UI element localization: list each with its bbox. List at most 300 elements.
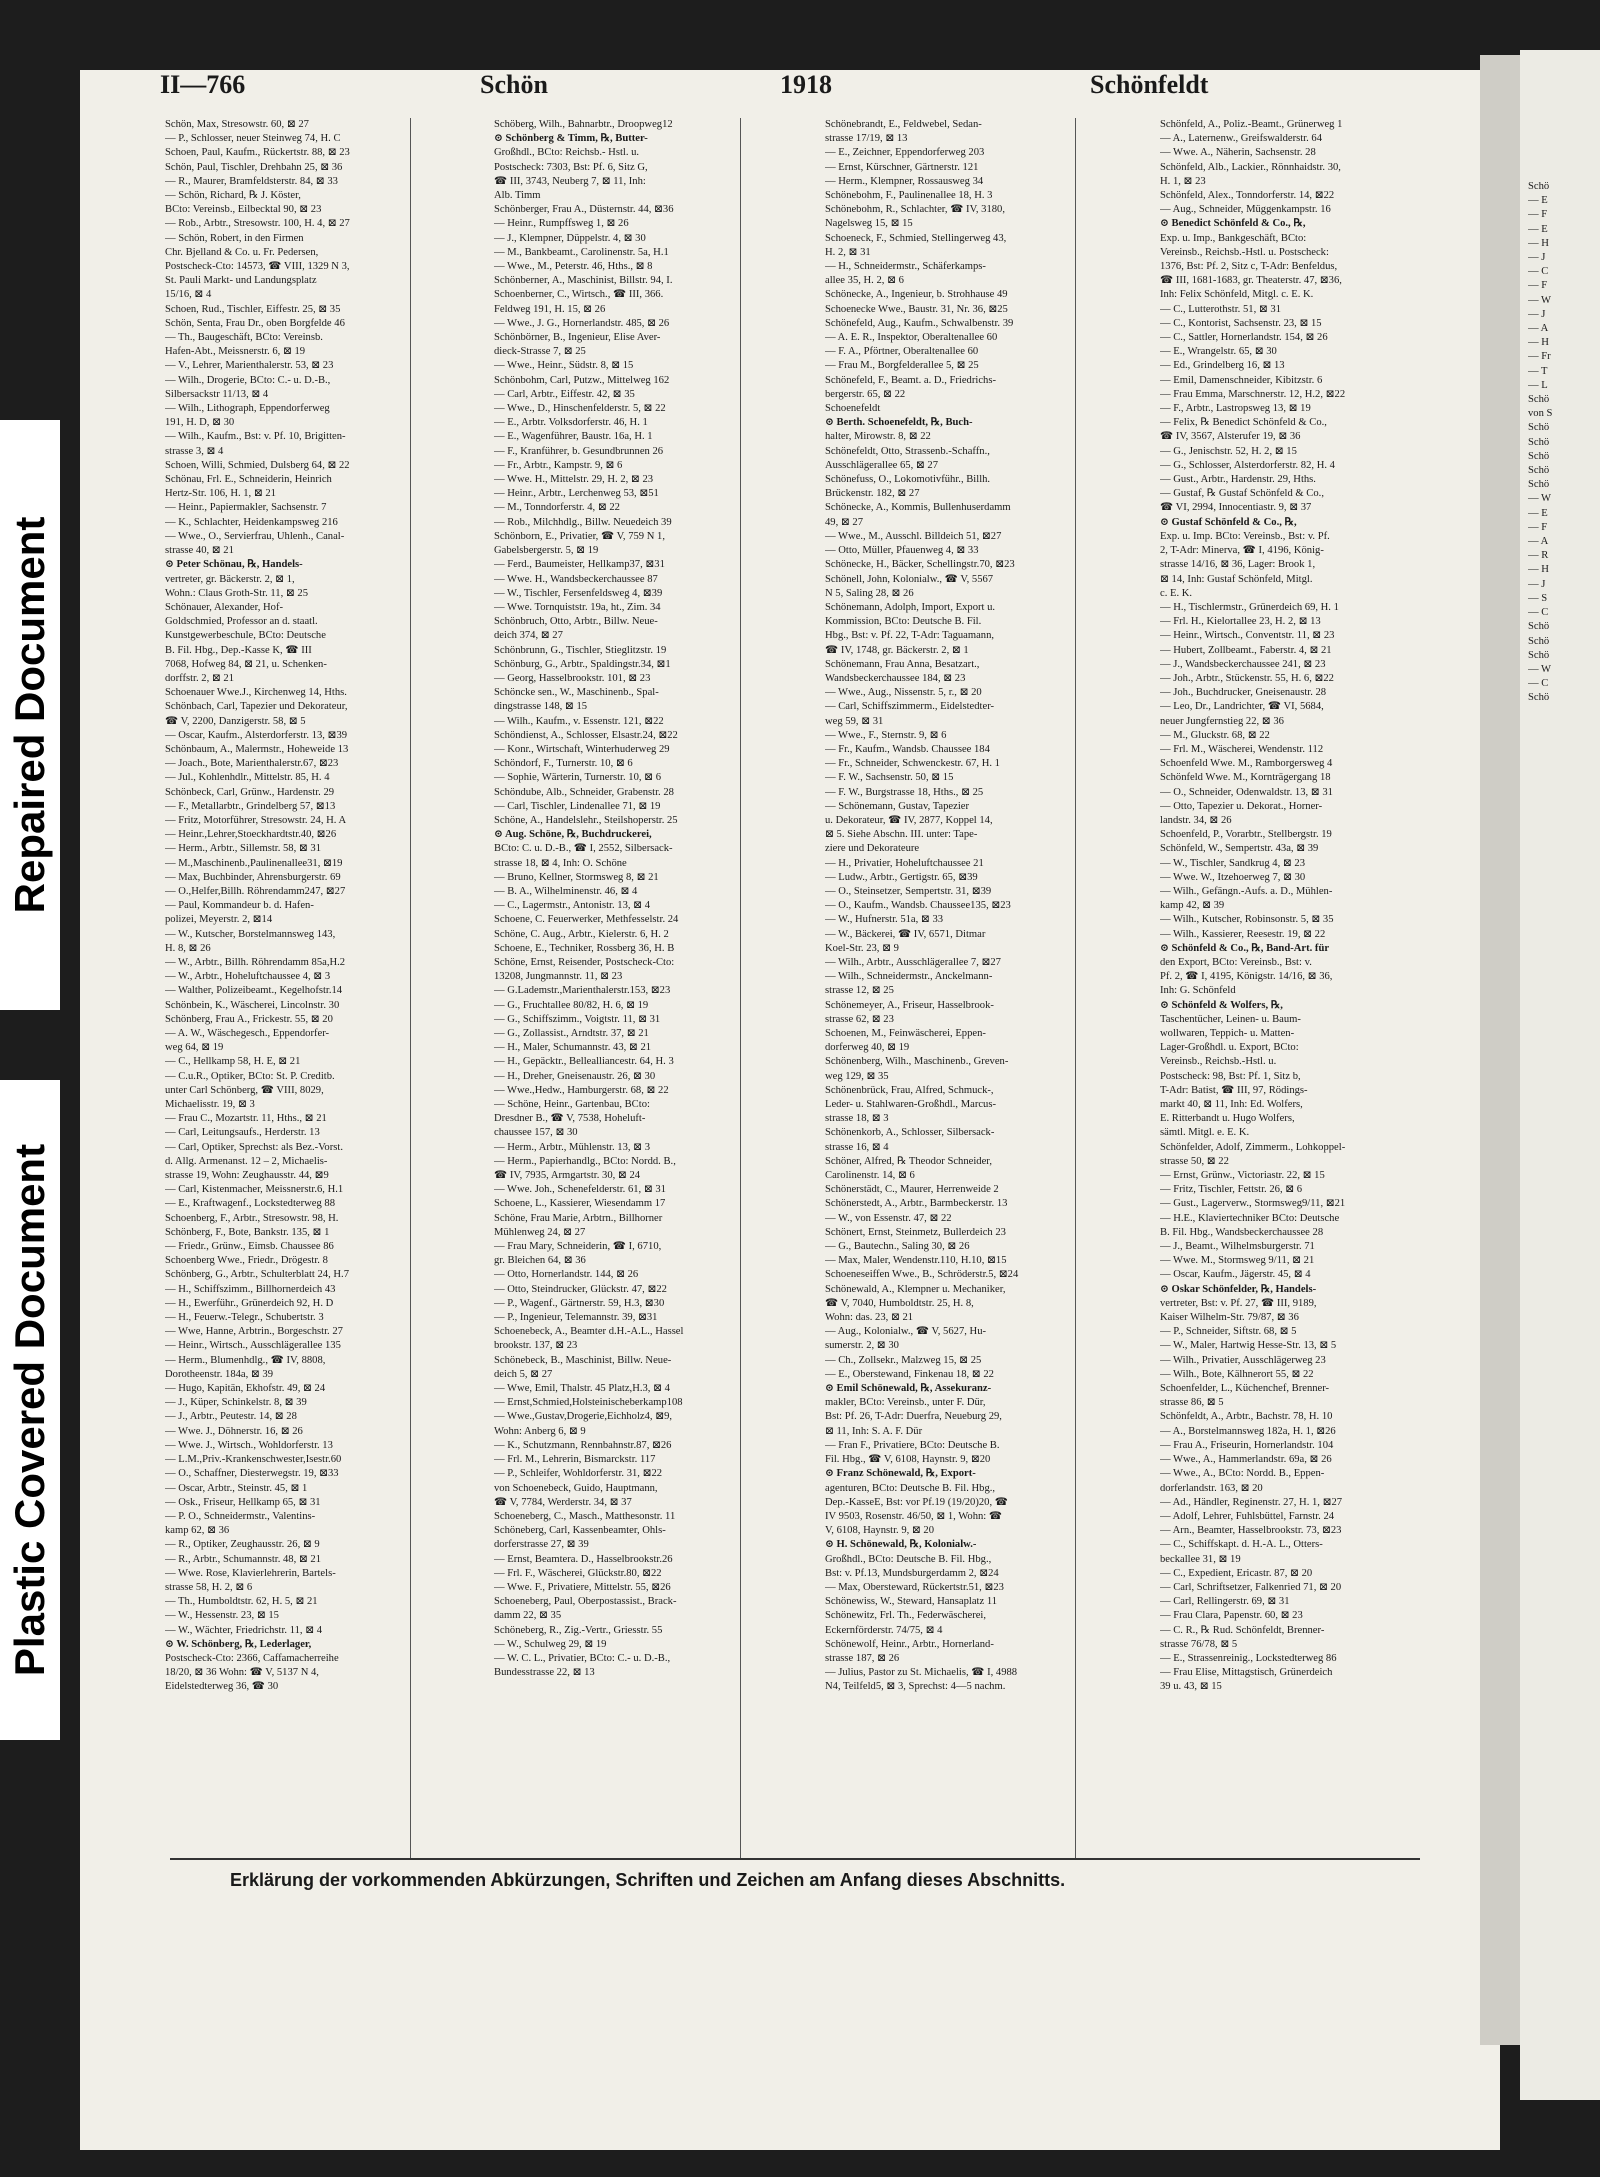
directory-entry: ⊙ Gustaf Schönfeld & Co., ℞, [1160,516,1297,528]
adjacent-page-line: — R [1528,550,1549,562]
directory-entry: strasse 62, ⊠ 23 [825,1013,894,1025]
directory-entry: — J., Beamt., Wilhelmsburgerstr. 71 [1160,1241,1315,1253]
directory-entry: — Wwe. M., Stormsweg 9/11, ⊠ 21 [1160,1255,1315,1267]
directory-entry: Vereinsb., Reichsb.-Hstl. u. [1160,1056,1277,1068]
directory-entry: Wohn: Anberg 6, ⊠ 9 [494,1425,586,1437]
directory-entry: 13208, Jungmannstr. 11, ⊠ 23 [494,971,623,983]
directory-entry: — Aug., Kolonialw., ☎ V, 5627, Hu- [825,1326,987,1338]
directory-entry: Brückenstr. 182, ⊠ 27 [825,488,920,500]
directory-entry: Schönbeck, Carl, Grünw., Hardenstr. 29 [165,786,335,798]
directory-entry: — Schön, Robert, in den Firmen [165,232,304,244]
directory-entry: Schönfeld, Alb., Lackier., Rönnhaidstr. 30, [1160,161,1341,173]
directory-entry: — Wwe., A., Hammerlandstr. 69a, ⊠ 26 [1160,1454,1332,1466]
directory-entry: c. E. K. [1160,587,1193,599]
directory-entry: Schoenberg, F., Arbtr., Stresowstr. 98, H. [165,1212,339,1224]
column-1 [165,118,483,1858]
directory-entry: Schönefeldt, Otto, Strassenb.-Schaffn., [825,445,990,457]
directory-entry: strasse 50, ⊠ 22 [1160,1155,1229,1167]
adjacent-page-line: — Fr [1528,351,1551,363]
directory-entry: — Ferd., Baumeister, Hellkamp37, ⊠31 [494,559,665,571]
directory-entry: — Wilh., Kassierer, Reesestr. 19, ⊠ 22 [1160,928,1326,940]
directory-entry: — Ludw., Arbtr., Gertigstr. 65, ⊠39 [825,871,978,883]
directory-entry: — R., Maurer, Bramfeldsterstr. 84, ⊠ 33 [165,175,338,187]
directory-entry: Schönfeld Wwe. M., Kornträgergang 18 [1160,772,1331,784]
directory-entry: ☎ V, 2200, Danzigerstr. 58, ⊠ 5 [165,715,306,727]
directory-entry: Schöne, Frau Marie, Arbtrn., Billhorner [494,1212,663,1224]
directory-entry: E. Ritterbandt u. Hugo Wolfers, [1160,1113,1295,1125]
directory-entry: — Osk., Friseur, Hellkamp 65, ⊠ 31 [165,1496,321,1508]
adjacent-page-line: Schö [1528,181,1550,192]
directory-entry: Exp. u. Imp., Bankgeschäft, BCto: [1160,232,1307,244]
directory-entry: — F. A., Pförtner, Oberaltenallee 60 [825,346,979,358]
directory-entry: ☎ IV, 7935, Armgartstr. 30, ⊠ 24 [494,1170,641,1182]
adjacent-page-line: — H [1528,337,1549,349]
directory-entry: u. Dekorateur, ☎ IV, 2877, Koppel 14, [825,814,993,826]
directory-entry: Schön, Paul, Tischler, Drehbahn 25, ⊠ 36 [165,161,343,173]
directory-entry: dingstrasse 148, ⊠ 15 [494,701,588,713]
directory-entry: — Wwe., M., Ausschl. Billdeich 51, ⊠27 [825,530,1002,542]
directory-entry: — A., Borstelmannsweg 182a, H. 1, ⊠26 [1160,1425,1336,1437]
directory-entry: Schoen, Rud., Tischler, Eiffestr. 25, ⊠ 35 [165,303,341,315]
directory-entry: beckallee 31, ⊠ 19 [1160,1553,1241,1565]
directory-entry: — C., Expedient, Ericastr. 87, ⊠ 20 [1160,1567,1313,1579]
directory-entry: allee 35, H. 2, ⊠ 6 [825,275,904,287]
directory-entry: — Rob., Arbtr., Stresowstr. 100, H. 4, ⊠ 27 [165,218,350,230]
directory-entry: — Fritz, Tischler, Fettstr. 26, ⊠ 6 [1160,1184,1303,1196]
directory-entry: Schönewiss, W., Steward, Hansaplatz 11 [825,1596,998,1608]
directory-entry: Postscheck-Cto: 14573, ☎ VIII, 1329 N 3, [165,261,350,273]
directory-entry: — P. O., Schneidermstr., Valentins- [165,1510,316,1522]
directory-entry: — Wwe. A., Näherin, Sachsenstr. 28 [1160,147,1316,159]
directory-entry: ⊙ Schönfeld & Co., ℞, Band-Art. für [1160,942,1330,954]
directory-entry: — H., Ewerführ., Grünerdeich 92, H. D [165,1297,334,1309]
directory-entry: strasse 40, ⊠ 21 [165,545,234,557]
directory-entry: — G., Schlosser, Alsterdorferstr. 82, H. 4 [1160,459,1335,471]
directory-entry: Schoeneck, F., Schmied, Stellingerweg 43, [825,232,1007,244]
directory-entry: — Wwe. Tornquiststr. 19a, ht., Zim. 34 [494,601,661,613]
adjacent-page-line: — E [1528,223,1548,235]
directory-entry: Kommission, BCto: Deutsche B. Fil. [825,616,982,628]
directory-entry: — Carl, Rellingerstr. 69, ⊠ 31 [1160,1596,1290,1608]
directory-entry: Fil. Hbg., ☎ V, 6108, Haynstr. 9, ⊠20 [825,1454,991,1466]
directory-entry: — J., Arbtr., Peutestr. 14, ⊠ 28 [165,1411,297,1423]
directory-entry: Postscheck-Cto: 2366, Caffamacherreihe [165,1652,339,1664]
directory-entry: Goldschmied, Professor an d. staatl. [165,616,318,628]
directory-entry: Schöberg, Wilh., Bahnarbtr., Droopweg12 [494,119,673,130]
directory-entry: — G.Lademstr.,Marienthalerstr.153, ⊠23 [494,985,671,997]
directory-entry: Schönbach, Carl, Tapezier und Dekorateur, [165,701,348,713]
directory-entry: ⊙ Schönfeld & Wolfers, ℞, [1160,999,1283,1011]
directory-entry: — Emil, Damenschneider, Kibitzstr. 6 [1160,374,1323,386]
directory-entry: — Oscar, Kaufm., Jägerstr. 45, ⊠ 4 [1160,1269,1311,1281]
directory-entry: — Wilh., Gefängn.-Aufs. a. D., Mühlen- [1160,885,1333,897]
directory-entry: 7068, Hofweg 84, ⊠ 21, u. Schenken- [165,658,327,670]
directory-entry: — Sophie, Wärterin, Turnerstr. 10, ⊠ 6 [494,772,661,784]
directory-entry: neuer Jungfernstieg 22, ⊠ 36 [1160,715,1284,727]
directory-entry: deich 5, ⊠ 27 [494,1368,553,1380]
directory-entry: Carolinenstr. 14, ⊠ 6 [825,1170,915,1182]
directory-entry: vertreter, Bst: v. Pf. 27, ☎ III, 9189, [1160,1297,1317,1309]
directory-entry: strasse 12, ⊠ 25 [825,985,894,997]
directory-entry: Schoenberg Wwe., Friedr., Drögestr. 8 [165,1255,328,1267]
directory-entry: — M.,Maschinenb.,Paulinenallee31, ⊠19 [165,857,343,869]
directory-entry: damm 22, ⊠ 35 [494,1610,562,1622]
adjacent-page-line: Schö [1528,436,1550,448]
directory-entry: — Wwe. H., Mittelstr. 29, H. 2, ⊠ 23 [494,474,654,486]
directory-entry: Schöne, C. Aug., Arbtr., Kielerstr. 6, H. 2 [494,928,669,940]
directory-entry: Schönbruch, Otto, Arbtr., Billw. Neue- [494,616,658,628]
directory-entry: — Joach., Bote, Marienthalerstr.67, ⊠23 [165,758,339,770]
directory-entry: — Schöne, Heinr., Gartenbau, BCto: [494,1099,650,1111]
directory-entry: Bst: Pf. 26, T-Adr: Duerfra, Neueburg 29, [825,1411,1002,1423]
directory-entry: — Aug., Schneider, Müggenkampstr. 16 [1160,204,1331,216]
directory-entry: Schönberg, Frau A., Frickestr. 55, ⊠ 20 [165,1013,333,1025]
directory-entry: Schönell, John, Kolonialw., ☎ V, 5567 [825,573,994,585]
directory-entry: Schönfeld, Alex., Tonndorferstr. 14, ⊠22 [1160,190,1335,202]
directory-entry: — Carl, Optiker, Sprechst: als Bez.-Vorst. [165,1141,343,1153]
adjacent-page-line: — W [1528,493,1552,505]
adjacent-page-line: — J [1528,308,1546,320]
directory-entry: — Frau Emma, Marschnerstr. 12, H.2, ⊠22 [1160,388,1346,400]
directory-entry: Schönebeck, B., Maschinist, Billw. Neue- [494,1354,672,1366]
directory-entry: — Heinr., Rumpffsweg 1, ⊠ 26 [494,218,629,230]
directory-entry: ⊙ Berth. Schoenefeldt, ℞, Buch- [825,417,973,429]
directory-entry: ⊠ 5. Siehe Abschn. III. unter: Tape- [825,829,978,841]
directory-entry: — Frau Clara, Papenstr. 60, ⊠ 23 [1160,1610,1303,1622]
directory-entry: — B. A., Wilhelminenstr. 46, ⊠ 4 [494,885,638,897]
directory-entry: strasse 18, ⊠ 3 [825,1113,889,1125]
directory-entry: ☎ VI, 2994, Innocentiastr. 9, ⊠ 37 [1160,502,1312,514]
directory-entry: — W., Maler, Hartwig Hesse-Str. 13, ⊠ 5 [1160,1340,1337,1352]
directory-entry: — R., Arbtr., Schumannstr. 48, ⊠ 21 [165,1553,322,1565]
page-header [80,70,1570,110]
directory-entry: — H., Gepäcktr., Bellealliancestr. 64, H. 3 [494,1056,674,1068]
directory-entry: — Carl, Arbtr., Eiffestr. 42, ⊠ 35 [494,388,635,400]
directory-entry: — Frl. M., Lehrerin, Bismarckstr. 117 [494,1454,656,1466]
adjacent-page-text [1528,180,1598,706]
directory-entry: Schönauer, Alexander, Hof- [165,601,283,613]
directory-entry: — Wwe. W., Itzehoerweg 7, ⊠ 30 [1160,871,1306,883]
adjacent-page-line: Schö [1528,450,1550,462]
directory-entry: ☎ IV, 3567, Alsterufer 19, ⊠ 36 [1160,431,1301,443]
directory-entry: — P., Schlosser, neuer Steinweg 74, H. C [165,133,341,145]
directory-entry: strasse 187, ⊠ 26 [825,1652,900,1664]
adjacent-page-line: Schö [1528,692,1550,704]
directory-entry: — W., Schulweg 29, ⊠ 19 [494,1638,607,1650]
directory-entry: Leder- u. Stahlwaren-Großhdl., Marcus- [825,1099,996,1111]
directory-entry: — Walther, Polizeibeamt., Kegelhofstr.14 [165,985,343,997]
directory-entry: — F. W., Burgstrasse 18, Hths., ⊠ 25 [825,786,984,798]
directory-entry: Schöne, A., Handelslehr., Steilshoperstr. 25 [494,814,678,826]
directory-entry: Kaiser Wilhelm-Str. 79/87, ⊠ 36 [1160,1312,1299,1324]
directory-entry: Schönebohm, R., Schlachter, ☎ IV, 3180, [825,204,1005,216]
directory-entry: Schoenfelder, L., Küchenchef, Brenner- [1160,1383,1330,1395]
directory-entry: — F., Arbtr., Lastropsweg 13, ⊠ 19 [1160,403,1311,415]
column-2 [494,118,812,1858]
directory-entry: H. 1, ⊠ 23 [1160,175,1206,187]
directory-entry: — W. C. L., Privatier, BCto: C.- u. D.-B., [494,1652,671,1664]
directory-entry: Schönerstädt, C., Maurer, Herrenweide 2 [825,1184,999,1196]
directory-entry: vertreter, gr. Bäckerstr. 2, ⊠ 1, [165,573,295,585]
directory-entry: — Friedr., Grünw., Eimsb. Chaussee 86 [165,1241,334,1253]
directory-entry: Wohn.: Claus Groth-Str. 11, ⊠ 25 [165,587,308,599]
directory-entry: — Wwe., O., Servierfrau, Uhlenh., Canal- [165,530,345,542]
directory-entry: Wandsbeckerchaussee 184, ⊠ 23 [825,672,966,684]
directory-entry: Schönbrunn, G., Tischler, Stieglitzstr. 19 [494,644,667,656]
directory-entry: ⊙ Schönberg & Timm, ℞, Butter- [494,133,648,145]
directory-entry: — Fran F., Privatiere, BCto: Deutsche B. [825,1439,1000,1451]
directory-entry: Postscheck: 7303, Bst: Pf. 6, Sitz G, [494,161,648,173]
directory-entry: — O., Schaffner, Diesterwegstr. 19, ⊠33 [165,1468,339,1480]
adjacent-page-line: — F [1528,280,1548,292]
directory-entry: — Max, Maler, Wendenstr.110, H.10, ⊠15 [825,1255,1007,1267]
directory-entry: — Wwe.,Gustav,Drogerie,Eichholz4, ⊠9, [494,1411,673,1423]
adjacent-page-line: — W [1528,294,1552,306]
directory-entry: Schönberg, F., Bote, Bankstr. 135, ⊠ 1 [165,1226,330,1238]
directory-entry: — C., Lutterothstr. 51, ⊠ 31 [1160,303,1281,315]
directory-entry: Eidelstedterweg 36, ☎ 30 [165,1681,279,1693]
directory-entry: — M., Gluckstr. 68, ⊠ 22 [1160,729,1270,741]
adjacent-page-line: Schö [1528,635,1550,647]
directory-entry: 2, T-Adr: Minerva, ☎ I, 4196, König- [1160,545,1324,557]
directory-entry: — Wwe.,Hedw., Hamburgerstr. 68, ⊠ 22 [494,1084,669,1096]
directory-entry: — E., Strassenreinig., Lockstedterweg 86 [1160,1652,1337,1664]
directory-entry: wollwaren, Teppich- u. Matten- [1160,1028,1295,1039]
directory-entry: — Schönemann, Gustav, Tapezier [825,800,969,812]
adjacent-page-line: — L [1528,379,1548,391]
directory-entry: — E., Wagenführer, Baustr. 16a, H. 1 [494,431,653,443]
adjacent-page-line: Schö [1528,621,1550,633]
directory-entry: Schön, Senta, Frau Dr., oben Borgfelde 46 [165,317,345,329]
directory-entry: Schoene, L., Kassierer, Wiesendamm 17 [494,1198,666,1210]
directory-entry: Alb. Timm [494,190,541,202]
directory-entry: Schönenberg, Wilh., Maschinenb., Greven- [825,1056,1009,1068]
directory-entry: — M., Tonndorferstr. 4, ⊠ 22 [494,502,620,514]
directory-entry: Schoen, Paul, Kaufm., Rückertstr. 88, ⊠ 23 [165,147,350,159]
directory-entry: Schönerstedt, A., Arbtr., Barmbeckerstr. 13 [825,1198,1008,1210]
directory-entry: Taschentücher, Leinen- u. Baum- [1160,1013,1301,1025]
directory-entry: Schoenfeld, P., Vorarbtr., Stellbergstr. 19 [1160,829,1332,841]
directory-entry: Schönberner, A., Maschinist, Billstr. 94, I. [494,275,673,287]
directory-entry: Schöneberg, Carl, Kassenbeamter, Ohls- [494,1525,666,1537]
directory-entry: — Ernst, Beamtera. D., Hasselbrookstr.26 [494,1553,673,1565]
directory-entry: — H., Tischlermstr., Grünerdeich 69, H. 1 [1160,601,1339,613]
directory-entry: Schönewolf, Heinr., Arbtr., Hornerland- [825,1638,994,1650]
directory-entry: ⊙ Aug. Schöne, ℞, Buchdruckerei, [494,829,652,841]
directory-entry: — F., Metallarbtr., Grindelberg 57, ⊠13 [165,800,336,812]
directory-entry: dorferlandstr. 163, ⊠ 20 [1160,1482,1263,1494]
directory-entry: — Ernst, Grünw., Victoriastr. 22, ⊠ 15 [1160,1170,1325,1182]
directory-entry: — Ernst, Kürschner, Gärtnerstr. 121 [825,161,979,173]
directory-entry: ☎ V, 7784, Werderstr. 34, ⊠ 37 [494,1496,632,1508]
directory-entry: — G., Jenischstr. 52, H. 2, ⊠ 15 [1160,445,1297,457]
page-gutter [1480,55,1520,2045]
directory-entry: — Oscar, Arbtr., Steinstr. 45, ⊠ 1 [165,1482,308,1494]
directory-entry: Wohn: das. 23, ⊠ 21 [825,1312,914,1324]
directory-entry: — Carl, Leitungsaufs., Herderstr. 13 [165,1127,320,1139]
directory-entry: Exp. u. Imp. BCto: Vereinsb., Bst: v. Pf. [1160,530,1330,542]
directory-entry: — Heinr., Papiermakler, Sachsenstr. 7 [165,502,327,514]
directory-entry: — C., Hellkamp 58, H. E, ⊠ 21 [165,1056,301,1068]
directory-entry: Schoeneberg, C., Masch., Matthesonstr. 11 [494,1510,676,1522]
directory-entry: Schönecke, H., Bäcker, Schellingstr.70, ⊠23 [825,559,1015,571]
directory-entry: Großhdl., BCto: Reichsb.- Hstl. u. [494,147,640,159]
directory-entry: deich 374, ⊠ 27 [494,630,563,642]
directory-entry: — K., Schlachter, Heidenkampsweg 216 [165,516,338,528]
directory-entry: — E., Zeichner, Eppendorferweg 203 [825,147,985,159]
adjacent-page-line: Schö [1528,479,1550,491]
directory-entry: — Konr., Wirtschaft, Winterhuderweg 29 [494,743,670,755]
directory-entry: — H., Feuerw.-Telegr., Schubertstr. 3 [165,1312,324,1324]
directory-entry: strasse 58, H. 2, ⊠ 6 [165,1581,253,1593]
directory-entry: — Wwe, Hanne, Arbtrin., Borgeschstr. 27 [165,1326,343,1338]
directory-entry: 191, H. D, ⊠ 30 [165,417,235,429]
directory-entry: ⊙ Emil Schönewald, ℞, Assekuranz- [825,1383,992,1395]
directory-entry: — G., Bautechn., Saling 30, ⊠ 26 [825,1241,970,1253]
directory-entry: — J., Klempner, Düppelstr. 4, ⊠ 30 [494,232,646,244]
directory-entry: — Joh., Arbtr., Stückenstr. 55, H. 6, ⊠22 [1160,672,1334,684]
directory-entry: — L.M.,Priv.-Krankenschwester,Isestr.60 [165,1454,342,1466]
directory-entry: — Wwe. J., Döhnerstr. 16, ⊠ 26 [165,1425,303,1437]
directory-entry: — H., Privatier, Hoheluftchaussee 21 [825,857,984,869]
directory-entry: Lager-Großhdl. u. Export, BCto: [1160,1042,1299,1054]
directory-entry: Schoen, Willi, Schmied, Dulsberg 64, ⊠ 22 [165,459,350,471]
directory-entry: — Hugo, Kapitän, Ekhofstr. 49, ⊠ 24 [165,1383,326,1395]
directory-entry: — V., Lehrer, Marienthalerstr. 53, ⊠ 23 [165,360,334,372]
directory-entry: — W., Tischler, Fersenfeldsweg 4, ⊠39 [494,587,663,599]
directory-entry: — W., von Essenstr. 47, ⊠ 22 [825,1212,952,1224]
directory-entry: Schoeneseiffen Wwe., B., Schröderstr.5, ⊠24 [825,1269,1019,1281]
directory-entry: — W., Tischler, Sandkrug 4, ⊠ 23 [1160,857,1306,869]
directory-entry: — Carl, Kistenmacher, Meissnerstr.6, H.1 [165,1184,344,1196]
directory-entry: — Carl, Schiffszimmerm., Eidelstedter- [825,701,995,713]
directory-entry: — Frau C., Mozartstr. 11, Hths., ⊠ 21 [165,1113,327,1125]
directory-entry: — A. W., Wäschegesch., Eppendorfer- [165,1028,330,1039]
directory-entry: — Wilh., Schneidermstr., Anckelmann- [825,971,993,983]
directory-entry: Hertz-Str. 106, H. 1, ⊠ 21 [165,488,276,500]
directory-entry: Nagelsweg 15, ⊠ 15 [825,218,913,230]
adjacent-page-line: Schö [1528,649,1550,661]
directory-entry: Schönefeld, F., Beamt. a. D., Friedrichs- [825,374,996,386]
directory-entry: — Heinr., Arbtr., Lerchenweg 53, ⊠51 [494,488,659,500]
directory-entry: — F., Kranführer, b. Gesundbrunnen 26 [494,445,664,457]
directory-entry: — Wwe., J. G., Hornerlandstr. 485, ⊠ 26 [494,317,670,329]
adjacent-page-line: — F [1528,521,1548,533]
adjacent-page-line: Schö [1528,394,1550,406]
header-right-word: Schönfeldt [1090,70,1209,99]
directory-entry: landstr. 34, ⊠ 26 [1160,814,1232,826]
directory-entry: H. 2, ⊠ 31 [825,246,871,258]
directory-entry: — Herm., Arbtr., Mühlenstr. 13, ⊠ 3 [494,1141,651,1153]
directory-entry: strasse 14/16, ⊠ 36, Lager: Brook 1, [1160,559,1316,571]
directory-entry: ☎ IV, 1748, gr. Bäckerstr. 2, ⊠ 1 [825,644,969,656]
directory-entry: dorferstrasse 27, ⊠ 39 [494,1539,589,1551]
directory-entry: strasse 18, ⊠ 4, Inh: O. Schöne [494,857,627,869]
directory-entry: Schönbaum, A., Malermstr., Hoheweide 13 [165,743,349,755]
directory-entry: Schönfeld, W., Sempertstr. 43a, ⊠ 39 [1160,843,1319,855]
directory-entry: — H., Schneidermstr., Schäferkamps- [825,261,986,273]
directory-entry: Schöndorf, F., Turnerstr. 10, ⊠ 6 [494,758,633,770]
directory-entry: Schoenebeck, A., Beamter d.H.-A.L., Hassel [494,1326,684,1338]
directory-entry: — A., Laternenw., Greifswalderstr. 64 [1160,133,1322,145]
directory-entry: strasse 86, ⊠ 5 [1160,1397,1224,1409]
directory-entry: — Fritz, Motorführer, Stresowstr. 24, H. A [165,814,347,826]
directory-entry: — Otto, Müller, Pfauenweg 4, ⊠ 33 [825,545,979,557]
directory-entry: kamp 42, ⊠ 39 [1160,900,1225,912]
directory-entry: weg 64, ⊠ 19 [165,1042,224,1054]
directory-entry: kamp 62, ⊠ 36 [165,1525,230,1537]
directory-entry: strasse 19, Wohn: Zeughausstr. 44, ⊠9 [165,1170,329,1182]
directory-entry: agenturen, BCto: Deutsche B. Fil. Hbg., [825,1482,996,1494]
directory-entry: — Max, Obersteward, Rückertstr.51, ⊠23 [825,1581,1004,1593]
directory-entry: Schönberger, Frau A., Düsternstr. 44, ⊠36 [494,204,674,216]
directory-entry: — Wwe., F., Sternstr. 9, ⊠ 6 [825,729,947,741]
directory-entry: — Julius, Pastor zu St. Michaelis, ☎ I, 4988 [825,1667,1018,1679]
directory-entry: Postscheck: 98, Bst: Pf. 1, Sitz b, [1160,1070,1301,1082]
directory-entry: — F. W., Sachsenstr. 50, ⊠ 15 [825,772,954,784]
directory-entry: — Heinr.,Lehrer,Stoeckhardtstr.40, ⊠26 [165,829,337,841]
directory-entry: — Fr., Arbtr., Kampstr. 9, ⊠ 6 [494,459,623,471]
directory-entry: weg 59, ⊠ 31 [825,715,884,727]
directory-entry: — W., Hessenstr. 23, ⊠ 15 [165,1610,279,1622]
directory-entry: 1376, Bst: Pf. 2, Sitz c, T-Adr: Benfeldus, [1160,261,1338,273]
directory-entry: — Heinr., Wirtsch., Conventstr. 11, ⊠ 23 [1160,630,1335,642]
adjacent-page-line: — J [1528,252,1546,264]
directory-entry: Schönert, Ernst, Steinmetz, Bullerdeich 23 [825,1226,1006,1238]
footer-rule [170,1858,1420,1860]
directory-entry: — W., Bäckerei, ☎ IV, 6571, Ditmar [825,928,986,940]
directory-entry: Hbg., Bst: v. Pf. 22, T-Adr: Taguamann, [825,630,995,642]
directory-entry: — A. E. R., Inspektor, Oberaltenallee 60 [825,332,998,344]
directory-entry: — Max, Buchbinder, Ahrensburgerstr. 69 [165,871,341,883]
directory-entry: — P., Ingenieur, Telemannstr. 39, ⊠31 [494,1312,658,1324]
directory-entry: Bst: v. Pf.13, Mundsburgerdamm 2, ⊠24 [825,1567,999,1579]
directory-entry: — C., Schiffskapt. d. H.-A. L., Otters- [1160,1539,1323,1551]
directory-entry: — Rob., Milchhdlg., Billw. Neuedeich 39 [494,516,672,528]
directory-entry: IV 9503, Rosenstr. 46/50, ⊠ 1, Wohn: ☎ [825,1510,1003,1522]
directory-entry: — G., Schiffszimm., Voigtstr. 11, ⊠ 31 [494,1013,661,1025]
directory-entry: Schönecke, A., Kommis, Bullenhuserdamm [825,502,1011,514]
directory-entry: — Ad., Händler, Reginenstr. 27, H. 1, ⊠27 [1160,1496,1343,1508]
directory-entry: — Gust., Arbtr., Hardenstr. 29, Hths. [1160,474,1316,486]
directory-entry: — Frau M., Borgfelderallee 5, ⊠ 25 [825,360,979,372]
directory-entry: strasse 16, ⊠ 4 [825,1141,889,1153]
directory-entry: — Wwe, Emil, Thalstr. 45 Platz,H.3, ⊠ 4 [494,1383,670,1395]
directory-entry: — Wwe. H., Wandsbeckerchaussee 87 [494,573,658,585]
directory-entry: Schöndube, Alb., Schneider, Grabenstr. 28 [494,786,674,798]
directory-entry: St. Pauli Markt- und Landungsplatz [165,275,317,287]
directory-entry: — Frau A., Friseurin, Hornerlandstr. 104 [1160,1439,1334,1451]
directory-entry: — Herm., Arbtr., Sillemstr. 58, ⊠ 31 [165,843,322,855]
directory-entry: ⊠ 14, Inh: Gustaf Schönfeld, Mitgl. [1160,573,1313,585]
directory-entry: ⊙ Benedict Schönfeld & Co., ℞, [1160,218,1306,230]
directory-entry: — Th., Humboldtstr. 62, H. 5, ⊠ 21 [165,1596,318,1608]
directory-entry: — Otto, Tapezier u. Dekorat., Horner- [1160,800,1323,812]
directory-entry: — Wilh., Kaufm., Bst: v. Pf. 10, Brigitten- [165,431,346,443]
directory-entry: — Gust., Lagerverw., Stormsweg9/11, ⊠21 [1160,1198,1346,1210]
directory-entry: Schönebrandt, E., Feldwebel, Sedan- [825,119,982,130]
directory-entry: Schönbörner, B., Ingenieur, Elise Aver- [494,332,661,344]
directory-entry: — Wwe. F., Privatiere, Mittelstr. 55, ⊠26 [494,1581,671,1593]
directory-entry: — Arn., Beamter, Hasselbrookstr. 73, ⊠23 [1160,1525,1342,1537]
column-4 [1160,118,1478,1858]
directory-entry: 18/20, ⊠ 36 Wohn: ☎ V, 5137 N 4, [165,1667,319,1679]
directory-entry: Schönfeld, A., Poliz.-Beamt., Grünerweg 1 [1160,119,1343,130]
directory-entry: — Herm., Klempner, Rossausweg 34 [825,175,984,187]
directory-entry: Koel-Str. 23, ⊠ 9 [825,942,899,954]
directory-entry: — O.,Helfer,Billh. Röhrendamm247, ⊠27 [165,885,346,897]
directory-entry: — W., Kutscher, Borstelmannsweg 143, [165,928,336,940]
